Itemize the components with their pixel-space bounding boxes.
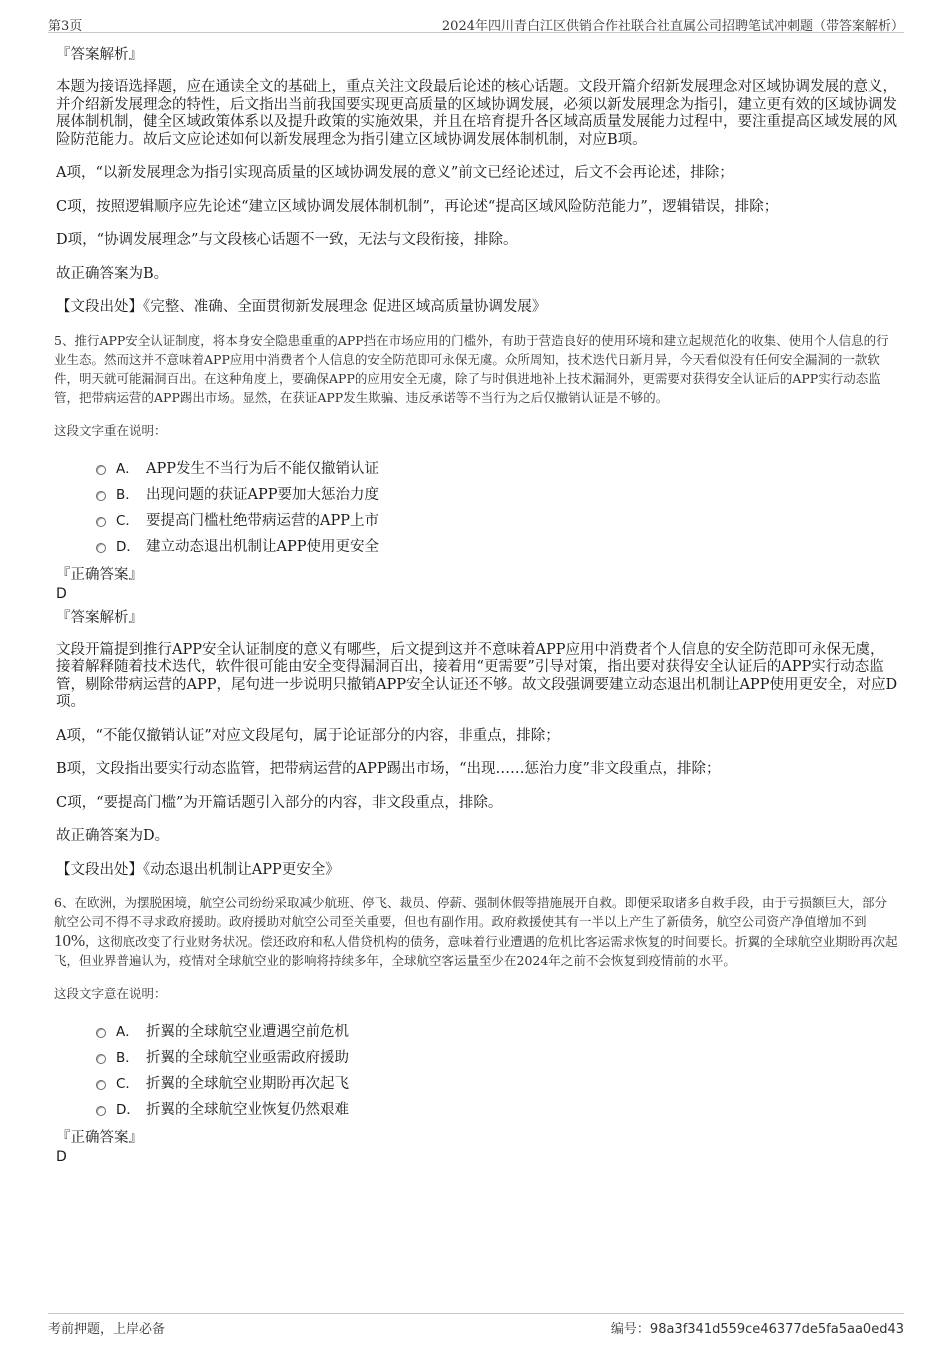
q6-stem: 6、在欧洲，为摆脱困境，航空公司纷纷采取减少航班、停飞、裁员、停薪、强制休假等措施展开自救。即便采取诸多自救手段，由于亏损额巨大，部分航空公司不得不寻求政府援助。政府援助对航空公司至关重要，但也有副作用。政府救援使其有一半以上产生了新债务，航空公司资产净值增加不到10%，这彻底改变了行业财务状况。偿还政府和私人借贷机构的债务，意味着行业遭遇的危机比客运需求恢复的时间要长。折翼的全球航空业期盼再次起飞，但业界普遍认为，疫情对全球航空业的影响将持续多年，全球航空客运量至少在2024年之前不会恢复到疫情前的水平。: [54, 895, 898, 968]
page-header: [48, 12, 904, 33]
q5-prompt: 这段文字重在说明：: [54, 422, 167, 438]
q5-options: [96, 456, 898, 560]
q5-answer-label: 『正确答案』: [56, 566, 143, 583]
q4-analysis-label: 『答案解析』: [56, 47, 143, 63]
document-code: 编号：98a3f341d559ce46377de5fa5aa0ed43: [610, 1322, 904, 1337]
q5-option-a-analysis: A项，“不能仅撤销认证”对应文段尾句，属于论证部分的内容，非重点，排除；: [56, 727, 560, 744]
q5-stem: 5、推行APP安全认证制度，将本身安全隐患重重的APP挡在市场应用的门槛外，有助于营造良好的使用环境和建立起规范化的收集、使用个人信息的行业生态。然而这并不意味着APP应用中消费者个人信息的安全防范即可永保无虞。众所周知，技术迭代日新月异，今天看似没有任何安全漏洞的一款软件，明天就可能漏洞百出。在这种角度上，要确保APP的应用安全无虞，除了与时俱进地补上技术漏洞外，更需要对获得安全认证后的APP实行动态监管，把带病运营的APP踢出市场。显然，在获证APP发生欺骗、违反承诺等不当行为之后仅撤销认证是不够的。: [54, 332, 889, 405]
radio-icon[interactable]: [96, 517, 106, 527]
q6-option-b[interactable]: B． 折翼的全球航空业亟需政府援助: [96, 1045, 898, 1071]
q6-option-a[interactable]: A． 折翼的全球航空业遭遇空前危机: [96, 1019, 898, 1045]
q6-options: [96, 1019, 898, 1123]
q5-option-b[interactable]: B． 出现问题的获证APP要加大惩治力度: [96, 482, 898, 508]
q5-option-b-analysis: B项，文段指出要实行动态监管，把带病运营的APP踢出市场，“出现……惩治力度”非文段重点，排除；: [56, 761, 721, 777]
radio-icon[interactable]: [96, 491, 106, 501]
q5-answer: D: [56, 585, 67, 602]
q6-option-d[interactable]: D． 折翼的全球航空业恢复仍然艰难: [96, 1097, 898, 1123]
q6-answer: D: [56, 1149, 67, 1165]
q5-conclusion: 故正确答案为D。: [56, 828, 170, 844]
q4-option-d-analysis: D项，“协调发展理念”与文段核心话题不一致，无法与文段衔接，排除。: [56, 232, 518, 248]
q6-math-percent: 10%: [54, 931, 86, 950]
document-title: 2024年四川青白江区供销合作社联合社直属公司招聘笔试冲刺题（带答案解析）: [441, 19, 904, 34]
q5-analysis-label: 『答案解析』: [56, 609, 143, 626]
q5-option-a[interactable]: A． APP发生不当行为后不能仅撤销认证: [96, 456, 898, 482]
page-footer: [48, 1313, 904, 1336]
q5-source: 【文段出处】《动态退出机制让APP更安全》: [56, 861, 340, 878]
q6-prompt: 这段文字意在说明：: [54, 986, 167, 1001]
q6-answer-label: 『正确答案』: [56, 1130, 143, 1146]
radio-icon[interactable]: [96, 1054, 106, 1064]
page-content: [56, 46, 898, 1166]
radio-icon[interactable]: [96, 543, 106, 553]
q5-option-c[interactable]: C． 要提高门槛杜绝带病运营的APP上市: [96, 508, 898, 534]
radio-icon[interactable]: [96, 1028, 106, 1038]
page-number: 第3页: [48, 19, 83, 34]
q4-analysis: 本题为接语选择题，应在通读全文的基础上，重点关注文段最后论述的核心话题。文段开篇介绍新发展理念对区域协调发展的意义，并介绍新发展理念的特性，后文指出当前我国要实现更高质量的区域协调发展，必须以新发展理念为指引，建立更有效的区域协调发展体制机制，健全区域政策体系以及提升政策的实施效果，并且在培育提升各区域高质量发展能力过程中，要注重提高区域发展的风险防范能力。故后文应论述如何以新发展理念为指引建立区域协调发展体制机制，对应B项。: [56, 79, 897, 148]
q4-option-c-analysis: C项，按照逻辑顺序应先论述“建立区域协调发展体制机制”，再论述“提高区域风险防范能力”，逻辑错误，排除；: [56, 198, 779, 215]
radio-icon[interactable]: [96, 1106, 106, 1116]
q5-option-c-analysis: C项，“要提高门槛”为开篇话题引入部分的内容，非文段重点，排除。: [56, 794, 503, 811]
q4-option-a-analysis: A项，“以新发展理念为指引实现高质量的区域协调发展的意义”前文已经论述过，后文不会再论述，排除；: [56, 165, 734, 181]
q4-source: 【文段出处】《完整、准确、全面贯彻新发展理念 促进区域高质量协调发展》: [56, 299, 547, 315]
footer-slogan: 考前押题，上岸必备: [48, 1322, 166, 1337]
q6-option-c[interactable]: C． 折翼的全球航空业期盼再次起飞: [96, 1071, 898, 1097]
radio-icon[interactable]: [96, 1080, 106, 1090]
q5-option-d[interactable]: D． 建立动态退出机制让APP使用更安全: [96, 534, 898, 560]
q4-conclusion: 故正确答案为B。: [56, 265, 169, 282]
radio-icon[interactable]: [96, 465, 106, 475]
q5-analysis: 文段开篇提到推行APP安全认证制度的意义有哪些，后文提到这并不意味着APP应用中消费者个人信息的安全防范即可永保无虞，接着解释随着技术迭代，软件很可能由安全变得漏洞百出，接着用“更需要”引导对策，指出要对获得安全认证后的APP实行动态监管，剔除带病运营的APP，尾句进一步说明只撤销APP安全认证还不够。故文段强调要建立动态退出机制让APP使用更安全，对应D项。: [56, 641, 898, 710]
